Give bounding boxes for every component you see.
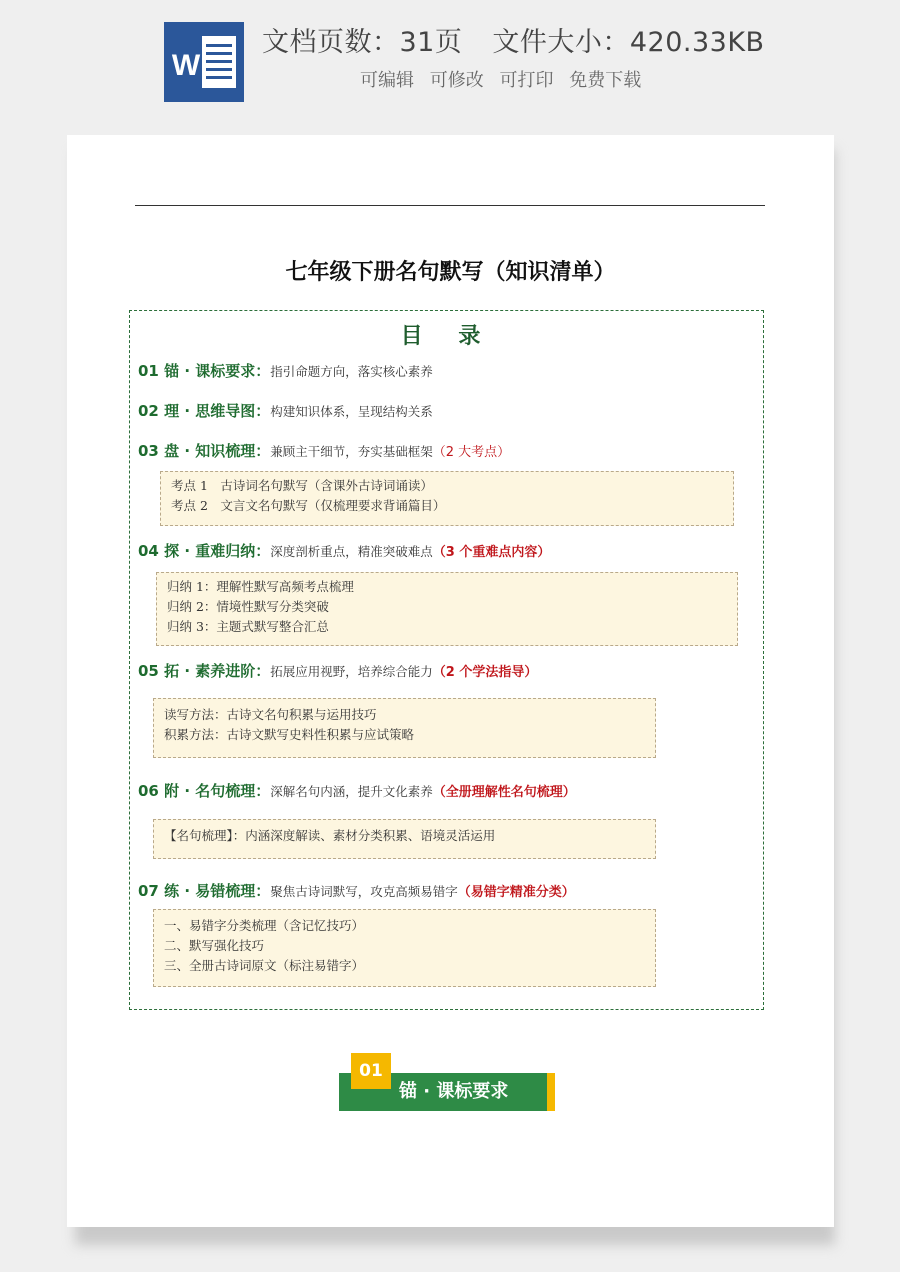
toc-item-07 — [138, 880, 575, 901]
toc-item-label: 04 探 · 重难归纳： — [138, 542, 271, 560]
toc-item-05 — [138, 660, 537, 681]
toc-subbox-03 — [160, 471, 734, 526]
feature-free-download: 免费下载 — [569, 70, 642, 91]
subbox-line: 归纳 1：理解性默写高频考点梳理 — [167, 579, 354, 594]
toc-heading: 目 录 — [400, 324, 495, 349]
feature-modifiable: 可修改 — [429, 70, 484, 91]
subbox-line: 考点 2 文言文名句默写（仅梳理要求背诵篇目） — [171, 498, 446, 513]
subbox-line: 考点 1 古诗词名句默写（含课外古诗词诵读） — [171, 478, 433, 493]
toc-item-06 — [138, 780, 576, 801]
toc-item-03 — [138, 440, 510, 461]
toc-subbox-06 — [153, 819, 656, 859]
subbox-line: 三、全册古诗词原文（标注易错字） — [164, 958, 365, 973]
table-of-contents — [129, 310, 764, 1010]
toc-subbox-04 — [156, 572, 738, 646]
toc-item-desc: 构建知识体系，呈现结构关系 — [270, 404, 433, 419]
toc-item-desc: 深解名句内涵，提升文化素养 — [270, 784, 433, 799]
toc-item-label: 07 练 · 易错梳理： — [138, 882, 271, 900]
toc-item-04 — [138, 540, 550, 561]
subbox-line: 归纳 2：情境性默写分类突破 — [167, 599, 329, 614]
subbox-line: 积累方法：古诗文默写史料性积累与应试策略 — [164, 727, 415, 742]
feature-printable: 可打印 — [499, 70, 554, 91]
subbox-line: 二、默写强化技巧 — [164, 938, 265, 953]
page-count: 文档页数：31页 — [262, 27, 463, 58]
subbox-line: 归纳 3：主题式默写整合汇总 — [167, 619, 329, 634]
file-stats — [262, 20, 795, 59]
toc-item-note: （易错字精准分类） — [457, 885, 575, 900]
toc-subbox-05 — [153, 698, 656, 758]
toc-item-label: 01 锚 · 课标要求： — [138, 362, 271, 380]
toc-subbox-07 — [153, 909, 656, 987]
banner-accent — [547, 1073, 555, 1111]
word-document-icon — [164, 22, 244, 102]
toc-item-note: （2 个学法指导） — [432, 665, 538, 680]
file-size: 文件大小：420.33KB — [492, 27, 765, 58]
section-banner-01 — [339, 1061, 559, 1125]
toc-item-label: 02 理 · 思维导图： — [138, 402, 271, 420]
svg-text:W: W — [171, 49, 201, 82]
subbox-line: 【名句梳理】：内涵深度解读、素材分类积累、语境灵活运用 — [164, 828, 496, 843]
toc-item-desc: 指引命题方向，落实核心素养 — [270, 364, 433, 379]
toc-item-desc: 拓展应用视野，培养综合能力 — [270, 664, 433, 679]
document-title: 七年级下册名句默写（知识清单） — [285, 260, 616, 285]
banner-number: 01 — [351, 1053, 391, 1089]
toc-item-note: （3 个重难点内容） — [432, 545, 551, 560]
banner-label: 锚 · 课标要求 — [399, 1081, 509, 1102]
document-page — [67, 135, 834, 1227]
toc-item-desc: 深度剖析重点，精准突破难点 — [270, 544, 433, 559]
toc-item-01 — [138, 360, 433, 381]
feature-list — [360, 66, 651, 92]
header-rule — [135, 205, 765, 206]
toc-item-note: （全册理解性名句梳理） — [432, 785, 576, 800]
toc-item-note: （2 大考点） — [432, 445, 511, 460]
download-info-bar — [0, 0, 900, 130]
toc-item-desc: 聚焦古诗词默写，攻克高频易错字 — [270, 884, 458, 899]
toc-item-label: 06 附 · 名句梳理： — [138, 782, 271, 800]
subbox-line: 读写方法：古诗文名句积累与运用技巧 — [164, 707, 377, 722]
feature-editable: 可编辑 — [360, 70, 414, 91]
toc-item-desc: 兼顾主干细节，夯实基础框架 — [270, 444, 433, 459]
subbox-line: 一、易错字分类梳理（含记忆技巧） — [164, 918, 365, 933]
toc-item-label: 03 盘 · 知识梳理： — [138, 442, 271, 460]
toc-item-label: 05 拓 · 素养进阶： — [138, 662, 271, 680]
toc-item-02 — [138, 400, 433, 421]
